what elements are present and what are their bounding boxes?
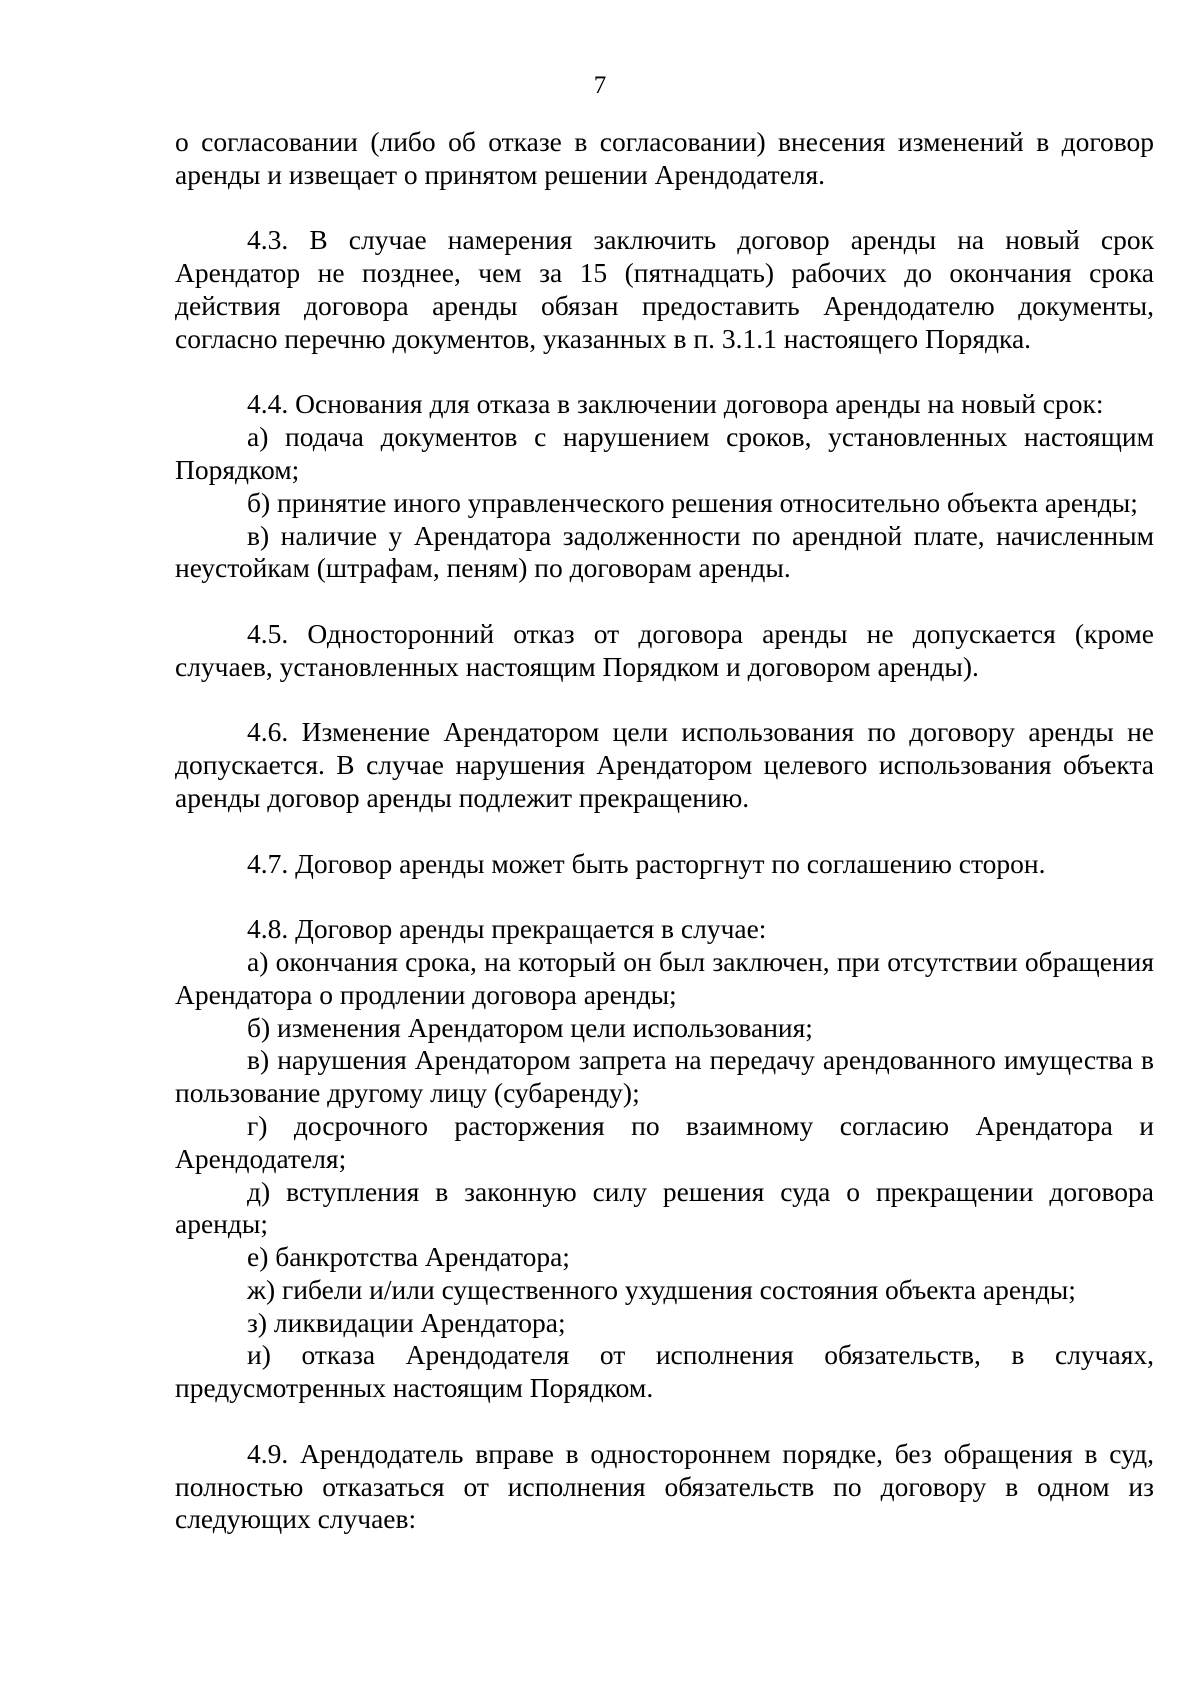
- paragraph: г) досрочного расторжения по взаимному согласию Арендатора и Арендодателя;: [175, 1109, 1154, 1174]
- paragraph: и) отказа Арендодателя от исполнения обязательств, в случаях, предусмотренных настоящим Порядком.: [175, 1339, 1154, 1404]
- paragraph: ж) гибели и/или существенного ухудшения состояния объекта аренды;: [247, 1273, 1076, 1305]
- paragraph: 4.4. Основания для отказа в заключении договора аренды на новый срок:: [247, 388, 1104, 420]
- paragraph: е) банкротства Арендатора;: [247, 1241, 570, 1273]
- document-body: [175, 126, 1154, 1536]
- paragraph: а) окончания срока, на который он был заключен, при отсутствии обращения Арендатора о продлении договора аренды;: [175, 945, 1154, 1010]
- paragraph: в) нарушения Арендатором запрета на передачу арендованного имущества в пользование другому лицу (субаренду);: [175, 1044, 1154, 1109]
- paragraph: 4.9. Арендодатель вправе в одностороннем порядке, без обращения в суд, полностью отказаться от исполнения обязательств по договору в одном из следующих случаев:: [175, 1437, 1154, 1535]
- paragraph: з) ликвидации Арендатора;: [247, 1306, 566, 1338]
- paragraph: 4.8. Договор аренды прекращается в случае:: [247, 913, 767, 945]
- paragraph: 4.7. Договор аренды может быть расторгнут по соглашению сторон.: [247, 847, 1046, 879]
- paragraph: б) принятие иного управленческого решения относительно объекта аренды;: [247, 486, 1138, 518]
- page-number: 7: [593, 72, 607, 99]
- paragraph: о согласовании (либо об отказе в согласовании) внесения изменений в договор аренды и извещает о принятом решении Арендодателя.: [175, 126, 1154, 190]
- paragraph: 4.6. Изменение Арендатором цели использования по договору аренды не допускается. В случае нарушения Арендатором целевого использования объекта аренды договор аренды подлежит прекращению.: [175, 716, 1154, 813]
- paragraph: в) наличие у Арендатора задолженности по арендной плате, начисленным неустойкам (штрафам, пеням) по договорам аренды.: [175, 519, 1154, 584]
- paragraph: а) подача документов с нарушением сроков, установленных настоящим Порядком;: [175, 421, 1154, 485]
- paragraph: 4.3. В случае намерения заключить договор аренды на новый срок Арендатор не позднее, чем за 15 (пятнадцать) рабочих до окончания срока действия договора аренды обязан предоставить Арендодателю документы, согласно перечню документов, указанных в п. 3.1.1 настоящего Порядка.: [175, 224, 1154, 354]
- paragraph: д) вступления в законную силу решения суда о прекращении договора аренды;: [175, 1175, 1154, 1240]
- paragraph: б) изменения Арендатором цели использования;: [247, 1011, 813, 1043]
- paragraph: 4.5. Односторонний отказ от договора аренды не допускается (кроме случаев, установленных настоящим Порядком и договором аренды).: [175, 617, 1154, 682]
